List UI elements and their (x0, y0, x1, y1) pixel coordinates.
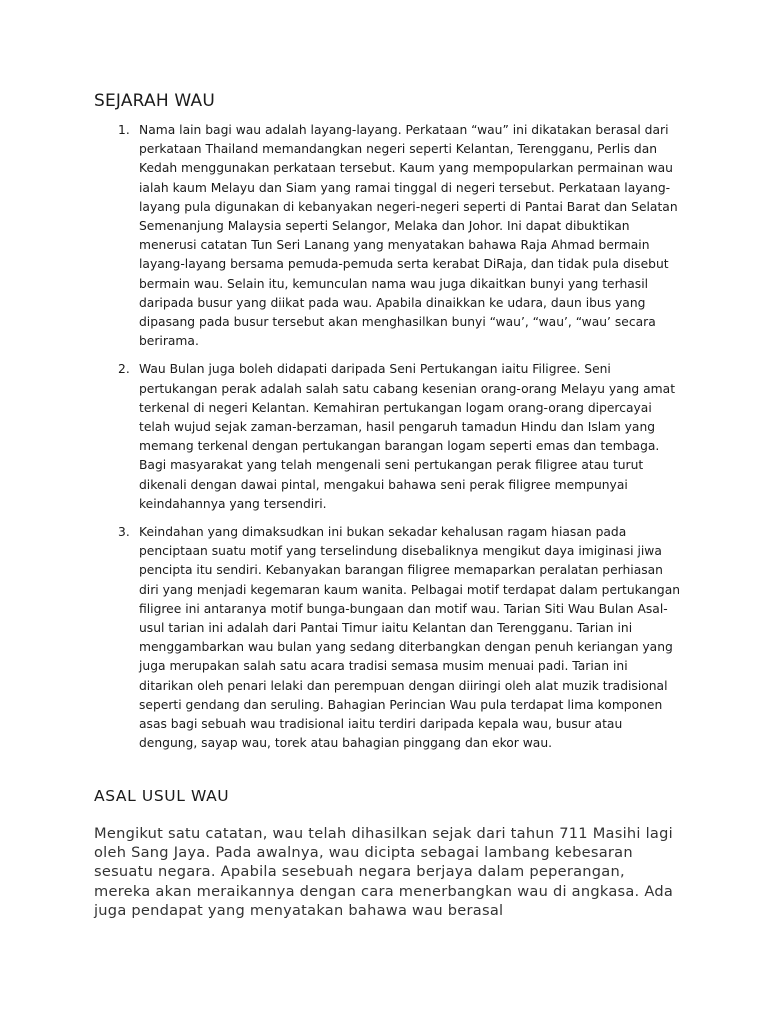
heading-asal-usul-wau: ASAL USUL WAU (94, 787, 230, 805)
list-item-text: Keindahan yang dimaksudkan ini bukan sekadar kehalusan ragam hiasan pada penciptaan suatu motif yang terselindung disebaliknya mengikut daya imiginasi jiwa pencipta itu sendiri. Kebanyakan barangan filigree memaparkan peralatan perhiasan diri yang menjadi kegemaran kaum wanita. Pelbagai motif terdapat dalam pertukangan filigree ini antaranya motif bunga-bungaan dan motif wau. Tarian Siti Wau Bulan Asal-usul tarian ini adalah dari Pantai Timur iaitu Kelantan dan Terengganu. Tarian ini menggambarkan wau bulan yang sedang diterbangkan dengan penuh keriangan yang juga merupakan salah satu acara tradisi semasa musim menuai padi. Tarian ini ditarikan oleh penari lelaki dan perempuan dengan diiringi oleh alat muzik tradisional seperti gendang dan seruling. Bahagian Perincian Wau pula terdapat lima komponen asas bagi sebuah wau tradisional iaitu terdiri daripada kepala wau, busur atau dengung, sayap wau, torek atau bahagian pinggang dan ekor wau. (139, 525, 681, 751)
list-number: 2. (118, 362, 130, 377)
list-item-text: Wau Bulan juga boleh didapati daripada Seni Pertukangan iaitu Filigree. Seni pertukangan perak adalah salah satu cabang kesenian orang-orang Melayu yang amat terkenal di negeri Kelantan. Kemahiran pertukangan logam orang-orang dipercayai telah wujud sejak zaman-berzaman, hasil pengaruh tamadun Hindu dan Islam yang memang terkenal dengan pertukangan barangan logam seperti emas dan tembaga. Bagi masyarakat yang telah mengenali seni pertukangan perak filigree atau turut dikenali dengan dawai pintal, mengakui bahawa seni perak filigree mempunyai keindahannya yang tersendiri. (139, 362, 676, 511)
list-number: 3. (118, 525, 130, 540)
heading-sejarah-wau: SEJARAH WAU (94, 91, 215, 111)
list-item-1 (118, 121, 684, 351)
body-paragraph: Mengikut satu catatan, wau telah dihasilkan sejak dari tahun 711 Masihi lagi oleh Sang Jaya. Pada awalnya, wau dicipta sebagai lambang kebesaran sesuatu negara. Apabila sesebuah negara berjaya dalam peperangan, mereka akan meraikannya dengan cara menerbangkan wau di angkasa. Ada juga pendapat yang menyatakan bahawa wau berasal (94, 825, 674, 919)
list-number: 1. (118, 123, 130, 137)
numbered-list (118, 121, 684, 763)
list-item-3 (118, 523, 684, 753)
list-item-2 (118, 360, 684, 514)
list-item-text: Nama lain bagi wau adalah layang-layang. Perkataan “wau” ini dikatakan berasal dari perkataan Thailand memandangkan negeri seperti Kelantan, Terengganu, Perlis dan Kedah menggunakan perkataan tersebut. Kaum yang mempopularkan permainan wau ialah kaum Melayu dan Siam yang ramai tinggal di negeri tersebut. Perkataan layang-layang pula digunakan di kebanyakan negeri-negeri seperti di Pantai Barat dan Selatan Semenanjung Malaysia seperti Selangor, Melaka dan Johor. Ini dapat dibuktikan menerusi catatan Tun Seri Lanang yang menyatakan bahawa Raja Ahmad bermain layang-layang bersama pemuda-pemuda serta kerabat DiRaja, dan tidak pula disebut bermain wau. Selain itu, kemunculan nama wau juga dikaitkan bunyi yang terhasil daripada busur yang diikat pada wau. Apabila dinaikkan ke udara, daun ibus yang dipasang pada busur tersebut akan menghasilkan bunyi “wau’, “wau’, “wau’ secara berirama. (139, 123, 678, 349)
